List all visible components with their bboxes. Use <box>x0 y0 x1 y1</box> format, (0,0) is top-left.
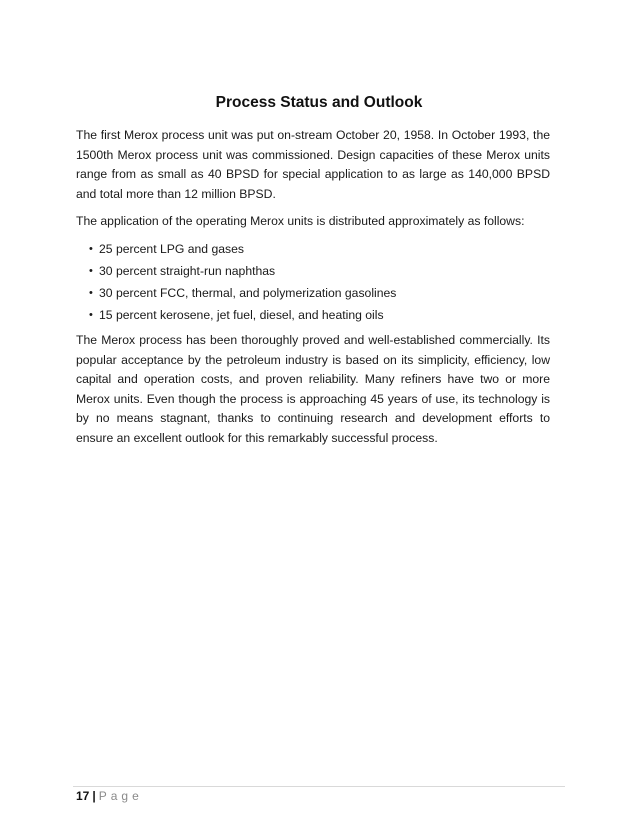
page-title: Process Status and Outlook <box>215 94 423 111</box>
footer-separator: | <box>92 789 96 803</box>
bullet-icon: • <box>89 286 93 299</box>
paragraph-outlook: The Merox process has been thoroughly proved and well-established commercially. Its popular acceptance by the petroleum industry is based on its simplicity, efficiency, low capital and operation costs, and proven reliability. Many refiners have two or more Merox units. Even though the process is approaching 45 years of use, its technology is by no means stagnant, thanks to continuing research and development efforts to ensure an excellent outlook for this remarkably successful process. <box>76 333 550 445</box>
list-item <box>89 240 550 260</box>
bullet-icon: • <box>89 264 93 277</box>
list-item-text: 30 percent straight-run naphthas <box>99 263 276 278</box>
list-item <box>89 262 550 282</box>
list-item <box>89 306 550 326</box>
paragraph-intro: The first Merox process unit was put on-stream October 20, 1958. In October 1993, the 1500th Merox process unit was commissioned. Design capacities of these Merox units range from as small as 40 BPSD for special application to as large as 140,000 BPSD and total more than 12 million BPSD. <box>76 128 550 201</box>
distribution-list <box>76 240 550 326</box>
document-body <box>76 126 550 456</box>
page-label: Page <box>98 789 143 803</box>
bullet-icon: • <box>89 242 93 255</box>
list-item-text: 30 percent FCC, thermal, and polymerization gasolines <box>99 285 397 300</box>
list-item-text: 15 percent kerosene, jet fuel, diesel, and heating oils <box>99 307 384 322</box>
list-item <box>89 284 550 304</box>
footer-divider <box>73 786 565 787</box>
page-footer <box>76 789 143 803</box>
page-number: 17 <box>76 789 90 803</box>
list-item-text: 25 percent LPG and gases <box>99 241 244 256</box>
bullet-icon: • <box>89 308 93 321</box>
paragraph-distribution-lead: The application of the operating Merox units is distributed approximately as follows: <box>76 214 525 228</box>
